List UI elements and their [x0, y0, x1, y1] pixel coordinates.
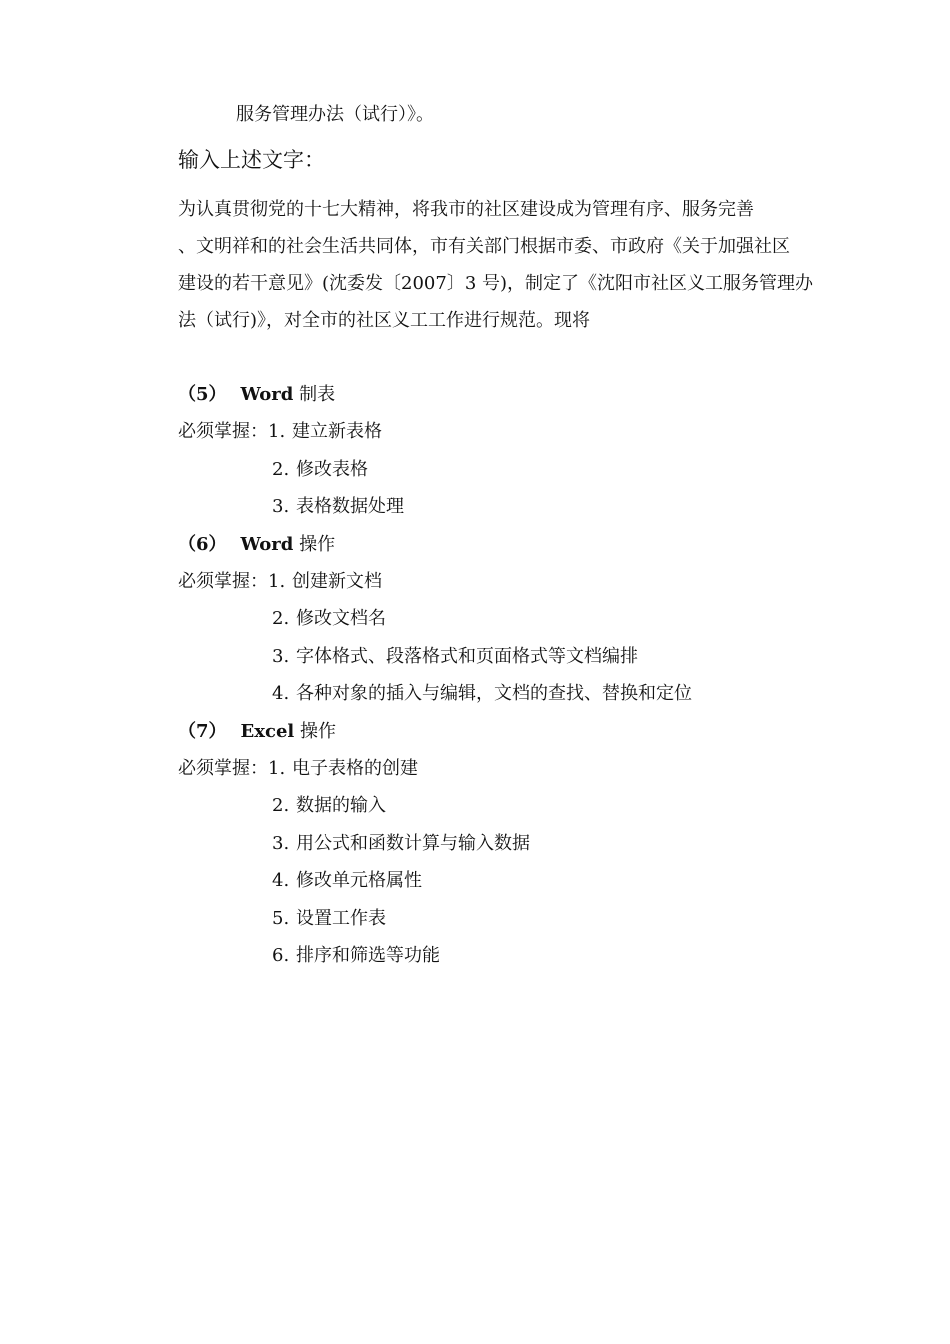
section-heading	[178, 383, 335, 407]
item-number: 4.	[272, 870, 290, 891]
section-heading	[178, 533, 335, 557]
item-number: 2.	[272, 608, 290, 629]
item-number: 4.	[272, 683, 290, 704]
must-label: 必须掌握：	[178, 758, 268, 779]
item-text: 用公式和函数计算与输入数据	[296, 833, 530, 854]
item-text: 电子表格的创建	[292, 758, 418, 779]
item-number: 1.	[268, 758, 286, 779]
item-text: 数据的输入	[296, 795, 386, 816]
requirement-item	[272, 869, 422, 893]
item-text: 设置工作表	[296, 908, 386, 929]
item-text: 排序和筛选等功能	[296, 945, 440, 966]
paragraph-line: 法（试行)》，对全市的社区义工工作进行规范。现将	[178, 310, 591, 331]
top-line: 服务管理办法（试行）》。	[236, 104, 434, 125]
section-app-name: Word	[240, 534, 294, 555]
item-text: 表格数据处理	[296, 496, 404, 517]
requirement-item	[178, 757, 418, 781]
item-number: 3.	[272, 833, 290, 854]
item-text: 字体格式、段落格式和页面格式等文档编排	[296, 646, 638, 667]
paragraph-line: 建设的若干意见》(沈委发〔2007〕3 号)，制定了《沈阳市社区义工服务管理办	[178, 273, 814, 294]
section-app-name: Word	[240, 384, 294, 405]
item-text: 修改单元格属性	[296, 870, 422, 891]
item-number: 3.	[272, 646, 290, 667]
item-text: 修改表格	[296, 459, 368, 480]
section-topic: 操作	[293, 534, 336, 555]
section-topic: 制表	[293, 384, 336, 405]
paragraph-line: 、文明祥和的社会生活共同体，市有关部门根据市委、市政府《关于加强社区	[178, 236, 790, 257]
requirement-item	[272, 907, 386, 931]
item-number: 2.	[272, 795, 290, 816]
item-number: 6.	[272, 945, 290, 966]
item-number: 2.	[272, 459, 290, 480]
item-text: 创建新文档	[292, 571, 382, 592]
requirement-item	[272, 944, 440, 968]
requirement-item	[272, 794, 386, 818]
prompt-heading: 输入上述文字：	[178, 148, 325, 172]
requirement-item	[272, 495, 404, 519]
item-text: 各种对象的插入与编辑，文档的查找、替换和定位	[296, 683, 692, 704]
requirement-item	[272, 682, 692, 706]
item-number: 5.	[272, 908, 290, 929]
paragraph-line: 为认真贯彻党的十七大精神，将我市的社区建设成为管理有序、服务完善	[178, 199, 754, 220]
item-text: 修改文档名	[296, 608, 386, 629]
item-text: 建立新表格	[292, 421, 382, 442]
item-number: 1.	[268, 421, 286, 442]
section-number: （6）	[178, 534, 227, 555]
item-number: 3.	[272, 496, 290, 517]
section-topic: 操作	[294, 721, 336, 742]
requirement-item	[272, 645, 638, 669]
requirement-item	[272, 832, 530, 856]
section-number: （5）	[178, 384, 227, 405]
requirement-item	[272, 458, 368, 482]
section-app-name: Excel	[240, 721, 295, 742]
section-heading	[178, 720, 336, 744]
requirement-item	[178, 570, 382, 594]
requirement-item	[272, 607, 386, 631]
requirement-item	[178, 420, 382, 444]
must-label: 必须掌握：	[178, 421, 268, 442]
item-number: 1.	[268, 571, 286, 592]
must-label: 必须掌握：	[178, 571, 268, 592]
section-number: （7）	[178, 721, 227, 742]
